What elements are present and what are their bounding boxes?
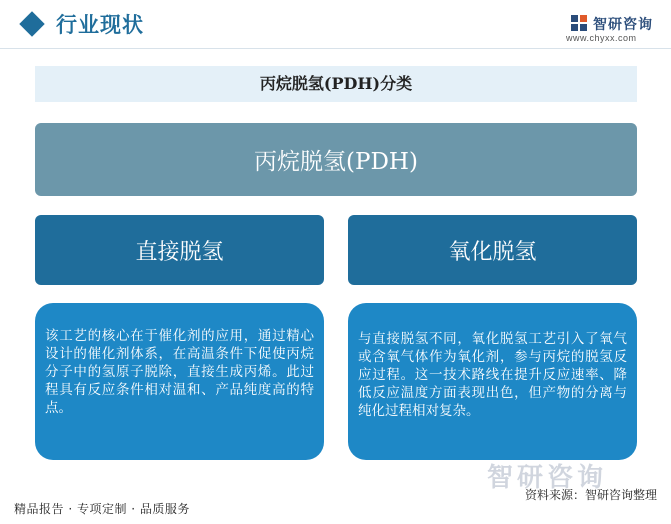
logo-url: www.chyxx.com xyxy=(566,33,637,43)
section-title-band xyxy=(35,66,637,102)
logo-name: 智研咨询 xyxy=(593,17,653,33)
watermark-logo: 智研咨询 xyxy=(487,463,608,493)
category-label: 直接脱氢 xyxy=(135,239,224,265)
logo-icon xyxy=(570,14,588,32)
header xyxy=(0,0,671,56)
header-divider xyxy=(0,48,671,49)
category-node-oxidative xyxy=(348,215,637,285)
root-node xyxy=(35,123,637,196)
description-direct xyxy=(35,303,324,460)
page-title: 行业现状 xyxy=(56,13,144,37)
root-node-label: 丙烷脱氢(PDH) xyxy=(254,149,418,175)
description-oxidative xyxy=(348,303,637,460)
category-label: 氧化脱氢 xyxy=(448,239,537,265)
source-note: 资料来源：智研咨询整理 xyxy=(524,488,657,502)
category-node-direct xyxy=(35,215,324,285)
section-title: 丙烷脱氢(PDH)分类 xyxy=(259,74,413,93)
description-text: 该工艺的核心在于催化剂的应用，通过精心设计的催化剂体系，在高温条件下促使丙烷分子中的氢原子脱除，直接生成丙烯。此过程具有反应条件相对温和、产品纯度高的特点。 xyxy=(45,327,314,416)
footer-tagline: 精品报告 · 专项定制 · 品质服务 xyxy=(14,502,190,516)
description-text: 与直接脱氢不同，氧化脱氢工艺引入了氧气或含氧气体作为氧化剂，参与丙烷的脱氢反应过程。这一技术路线在提升反应速率、降低反应温度方面表现出色，但产物的分离与纯化过程相对复杂。 xyxy=(358,330,627,419)
diamond-icon xyxy=(19,11,44,36)
